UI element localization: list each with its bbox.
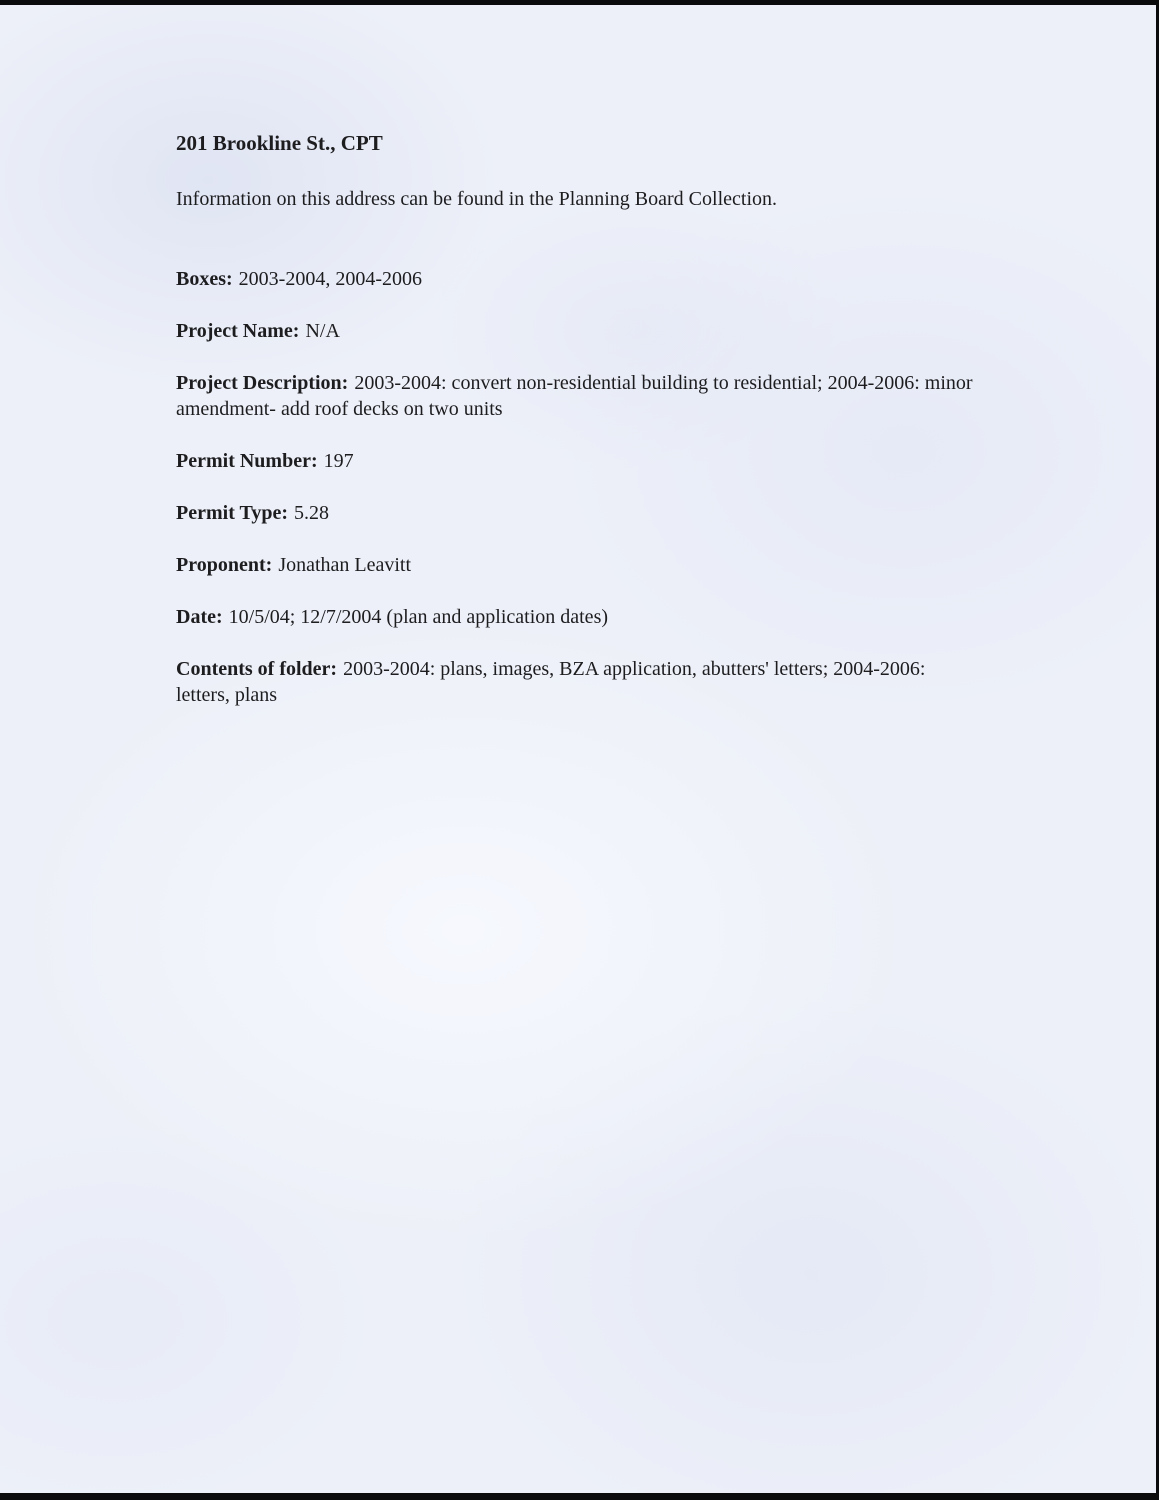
intro-text: Information on this address can be found in the Planning Board Collection. <box>176 188 777 210</box>
field-boxes-label: Boxes: <box>176 268 233 290</box>
field-permit-type-value: 5.28 <box>294 502 330 524</box>
field-proponent <box>176 552 976 578</box>
field-boxes-value: 2003-2004, 2004-2006 <box>238 268 422 290</box>
field-project-name-value: N/A <box>305 320 340 342</box>
scan-edge-bottom <box>0 1493 1159 1500</box>
field-date-label: Date: <box>176 606 223 628</box>
field-project-description-label: Project Description: <box>176 372 349 394</box>
scan-edge-top <box>0 0 1159 5</box>
field-permit-number-value: 197 <box>323 450 354 472</box>
field-project-description <box>176 370 976 422</box>
field-contents-of-folder-value: 2003-2004: plans, images, BZA application, abutters' letters; 2004-2006: letters, plans <box>176 658 926 706</box>
field-permit-number <box>176 448 976 474</box>
field-project-description-value: 2003-2004: convert non-residential building to residential; 2004-2006: minor amendment- add roof decks on two units <box>176 372 973 420</box>
document-content <box>176 130 976 734</box>
field-proponent-value: Jonathan Leavitt <box>278 554 412 576</box>
field-project-name-label: Project Name: <box>176 320 300 342</box>
field-boxes <box>176 266 976 292</box>
field-date-value: 10/5/04; 12/7/2004 (plan and application dates) <box>228 606 609 628</box>
field-permit-type <box>176 500 976 526</box>
field-contents-of-folder-label: Contents of folder: <box>176 658 338 680</box>
field-project-name <box>176 318 976 344</box>
field-contents-of-folder <box>176 656 976 708</box>
field-date <box>176 604 976 630</box>
field-proponent-label: Proponent: <box>176 554 273 576</box>
page-title: 201 Brookline St., CPT <box>176 131 383 155</box>
field-permit-type-label: Permit Type: <box>176 502 289 524</box>
field-permit-number-label: Permit Number: <box>176 450 318 472</box>
